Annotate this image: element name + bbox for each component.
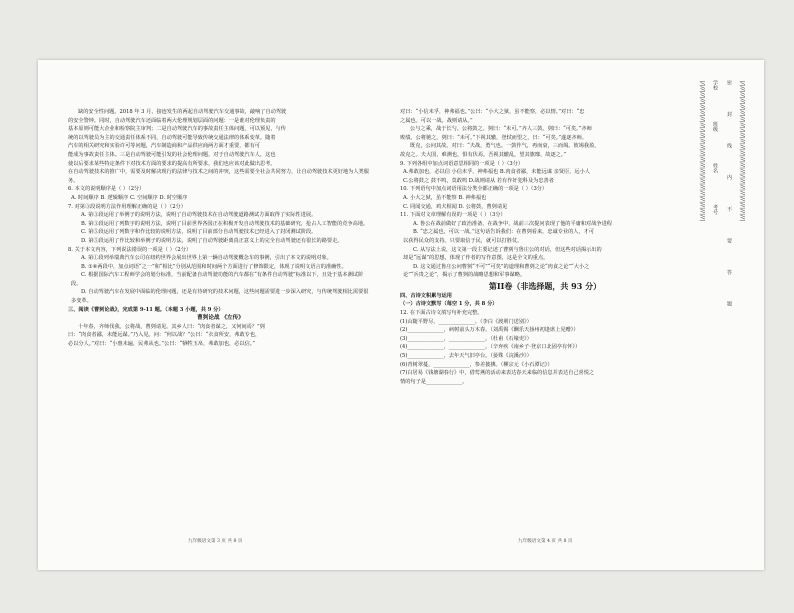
- exam-sheet: [38, 60, 764, 570]
- question-11-option: B. “忠之属也，可以一战。”这句话告诉我们：在曹刿看来，忠诚专业的人，才可: [413, 229, 595, 236]
- article-title: 曹刿论战 《左传》: [197, 315, 244, 322]
- section-4-heading: 四、古诗文积累与运用: [400, 292, 452, 299]
- question-7-option: A. 第③段运用了举例子的说明方法，说明了自动驾驶技术在自动驾驶道路测试方面取得了实际性进展。: [81, 212, 317, 219]
- seal-char: 密: [726, 80, 732, 85]
- section-3-heading: 三、阅读《曹刿论战》，完成第 9-11 题。（本题 3 小题，共 9 分）: [68, 306, 224, 313]
- question-10-option: A. 小大之狱，虽不能察 B. 神弗福也: [403, 194, 487, 201]
- passage-line: 汽车的相关研究和实验许可等问题，汽车制造商和产品供应商两方面才重要，都有可: [68, 143, 260, 150]
- passage-line: 基本原则可能大企业和检察院主审判；二是自动驾驶汽车的事故责任主体问题，可以预见，与传: [68, 126, 286, 133]
- binding-seal-text: [726, 80, 733, 542]
- question-8: 8. 关于本文内容，下列说法错误的一项是（ ）（2分）: [68, 246, 192, 253]
- question-8-option: D. 自动驾驶汽车在发展中面临的伦理问题，还是有待研究的技术问题，这些问题需要进一步深入研究，与传统驾驶相比需要很多变革。: [71, 289, 369, 305]
- article-line: 对曰：“小信未孚，神弗福也。”公曰：“小大之狱，虽不能察，必以情。”对曰：“忠: [400, 109, 585, 115]
- question-8-option: B. ①⑥两段中，加点词语“之一”和“相比”分别从范围和时间两个方面进行了修饰限定，体现了说明文语言的准确性。: [81, 263, 347, 270]
- seal-char: 要: [726, 237, 732, 243]
- article-line: 必以分人。”对曰：“小惠未遍，民弗从也。”公曰：“牺牲玉帛，弗敢加也，必以信。”: [68, 341, 256, 348]
- binding-fields: [712, 80, 719, 542]
- fill-blank: (2)______________，病树前头万木春。（刘禹锡《酬乐天扬州初逢席上见赠》）: [400, 327, 579, 334]
- question-11-option: D. 这文通过鲁庄公问曹刿“不可”“可矣”的道理和曹刿之论“肉食之论”“大小之: [413, 263, 590, 270]
- field-id-label: 考号: [712, 204, 718, 215]
- article-line: 曰：“肉食者鄙，未能远谋。”乃入见。问：“何以战？”公曰：“衣食所安，弗敢专也，: [68, 332, 261, 339]
- seal-char: 答: [726, 269, 732, 275]
- right-page: [400, 108, 690, 386]
- field-school-label: 学校: [712, 80, 718, 90]
- field-class-label: 班级: [712, 121, 718, 132]
- passage-line: 统的以驾驶员为主的交通责任体系不同，自动驾驶可能导致传统交通法律的体系变革。随着: [68, 134, 276, 141]
- binding-strip: [698, 80, 754, 542]
- right-page-footer: 九年级语文第 4 页 共 8 页: [518, 539, 573, 544]
- question-7-option: B. 第③段运用了列数字的说明方法，说明了目前世界各国正在积极开发自动驾驶技术的基础研究，抢占人工智能的竞争高地。: [81, 220, 369, 227]
- fill-blank: (5)______________，去年天气旧亭台。（晏殊《浣溪沙》）: [400, 353, 532, 360]
- article-line: 既克，公问其故。对曰：“夫战，勇气也。一鼓作气，再而衰，三而竭。彼竭我盈，: [410, 143, 600, 150]
- question-11-option: C. 从写法上说，这文第一段主要记述了曹刿与鲁庄公的对话，但这些对话揭示出的: [413, 246, 602, 253]
- seal-char: 线: [726, 143, 732, 149]
- passage-line: 在自动驾驶技术的推广中，需要及时解决现行的法律与技术之间的冲突，这些需要全社会共同努力，让自动驾驶技术更好地为人类服务。: [68, 169, 369, 184]
- question-10-option: C. 同闻交通，鸡犬相闻 D. 公将鼓，曹刿请见: [403, 203, 508, 210]
- question-10: 10. 下列语句中加点词语用法分类全都正确的一项是（ ）（3分）: [400, 186, 548, 193]
- fill-blank: (4)______________，______________。（辛弃疾《南乡子·登京口北固亭有怀》）: [400, 344, 581, 351]
- question-11-option: 却是“远谋”的思想，体现了作者的写作意图，这是全文的重点。: [403, 255, 549, 262]
- seal-char: 题: [726, 301, 732, 307]
- question-11-option: 以获得民众的支持。只要取信于民，就可以打胜仗。: [403, 237, 523, 244]
- part-2-title: 第II卷（非选择题，共 93 分）: [488, 280, 602, 291]
- question-11: 11. 下面对文章理解有误的一项是（ ）（3分）: [400, 212, 506, 219]
- question-7-option: D. 第⑤段运用了作比较和举例子的说明方法，说明了自动驾驶距离真正意义上的完全自动驾驶还有很长的路要走。: [81, 237, 343, 244]
- fill-blank: 情的句子是______________。: [400, 378, 468, 385]
- article-line: 公与之乘，战于长勺。公将鼓之。刿曰：“未可。”齐人三鼓。刿曰：“可矣。”齐师: [410, 126, 592, 133]
- left-page-footer: 九年级语文第 3 页 共 8 页: [188, 539, 243, 544]
- passage-line: 缺的安全性问题。2018 年 3 月，接连发生的两起自动驾驶汽车交通事故，敲响了自动驾驶: [78, 109, 287, 115]
- question-9-option: A.弗敢加也，必以信 小信未孚，神弗福也 B.肉食者鄙，未能远谋 亲贤臣，远小人: [403, 169, 590, 176]
- fill-blank: (6)青树翠蔓，______________，参差披拂。（柳宗元《小石潭记》）: [400, 361, 553, 368]
- seal-char: 内: [726, 174, 732, 180]
- left-page: [68, 108, 373, 349]
- article-line: 之属也。可以一战。战则请从。”: [400, 117, 473, 124]
- seal-char: 封: [726, 111, 732, 117]
- question-7-option: C. 第⑤段运用了列数字和作比较的说明方法，说明了目前部分自动驾驶技术已经进入了封闭测试阶段。: [81, 229, 317, 236]
- binding-dash-line-outer: |/|//|//|//|//|//|//|//|/|//|//|//|//|//|//|//|/|//|//|//|//|//|//|//|: [739, 80, 745, 221]
- field-name-label: 姓名: [712, 163, 718, 174]
- article-line: 十年春，齐师伐我。公将战，曹刿请见。其乡人曰：“肉食者谋之，又何间焉？”刿: [78, 323, 265, 330]
- fill-blank: (3)______________，______________。（杜甫《石壕吏》）: [400, 335, 532, 342]
- question-6: 6. 本文的说明顺序是（ ）（2分）: [68, 186, 145, 193]
- question-8-option: C. 根据国际汽车工程师学会的划分标准，当前配备自动驾驶功能的汽车都在“有条件自动驾驶”标准以下，且处于基本测试阶段。: [71, 272, 364, 287]
- question-8-option: A. 第①段列举瑞典汽车公司在纽约世界会展出世界上第一辆自动驾驶概念车的事例，引出了本文的说明对象。: [81, 255, 332, 262]
- question-11-option: 论”“兵贵之论”，揭示了曹刿的战略思想和军事谋略。: [403, 272, 526, 279]
- binding-dash-line: |/|//|//|//|//|//|//|//|/|//|//|//|//|//|//|//|/|//|//|//|//|//|//|//|: [699, 80, 705, 221]
- question-11-option: A. 鲁公在战前做好了政治准备，在战争中，战前三次提问表现了他的平庸和对战争进程: [413, 220, 612, 227]
- question-6-options: A. 时间顺序 B. 逻辑顺序 C. 空间顺序 D. 时空顺序: [71, 194, 188, 201]
- question-12: 12. 在下面古诗文填写句补充完整。: [400, 310, 483, 317]
- article-line: 败绩。公将驰之。刿曰：“未可。”下视其辙，登轼而望之，曰：“可矣。”遂逐齐师。: [400, 134, 587, 141]
- fill-blank: (7)白居易《钱塘湖春行》中，借莺燕的活动来表达春天来临的信息并表达自己喜悦之: [400, 370, 595, 377]
- passage-line: 能成为事故责任主体。三是自动驾驶可能引发的社会伦理问题，对于自动驾驶汽车人，这也: [68, 151, 276, 158]
- question-9-option: C.公将鼓之 鼓不鸣，莫敢鸣 D.战则请从 若有作奸犯科及为忠善者: [403, 177, 554, 184]
- passage-lines: [68, 108, 373, 185]
- subsection-heading: （一）古诗文默写（每空 1 分，共 8 分）: [400, 301, 498, 308]
- passage-line: 使以后要求某些特定条件下对技术方面的要求的提高有所要求，我们也应该对此做出思考。: [68, 160, 276, 167]
- fill-blank: (1)山随平野尽，______________。（李白《渡荆门送别》）: [400, 318, 532, 325]
- seal-char: 不: [726, 206, 732, 212]
- article-line: 故克之。夫大国，难测也，惧有伏焉。吾视其辙乱，望其旗靡，故逐之。”: [400, 151, 567, 158]
- passage-line: 的安全警钟。同时，自动驾驶汽车还面临着两大伦理规划层面的问题：一是谁对伦理负责的: [68, 117, 276, 124]
- question-9: 9. 下列各组中加点词语意思相同的一项是（ ）（3分）: [400, 160, 524, 167]
- question-7: 7. 对第③段说明方法作用理解正确的是（ ）（2分）: [68, 203, 186, 210]
